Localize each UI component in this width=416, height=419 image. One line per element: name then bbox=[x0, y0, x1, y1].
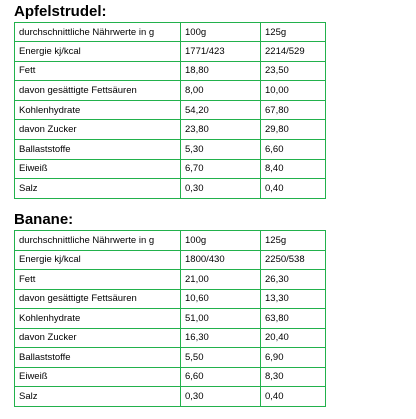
value-100g: 10,60 bbox=[181, 289, 261, 309]
value-100g: 6,60 bbox=[181, 367, 261, 387]
nutrient-label: Fett bbox=[15, 61, 181, 81]
header-cell-label: durchschnittliche Nährwerte in g bbox=[15, 23, 181, 42]
table-row bbox=[15, 270, 326, 290]
section-title-apfelstrudel: Apfelstrudel: bbox=[14, 3, 107, 20]
value-125g: 20,40 bbox=[261, 328, 326, 348]
table-row bbox=[15, 100, 326, 120]
nutrient-label: Kohlenhydrate bbox=[15, 309, 181, 329]
nutrient-label: Eiweiß bbox=[15, 367, 181, 387]
table-row bbox=[15, 81, 326, 101]
nutrient-label: Energie kj/kcal bbox=[15, 42, 181, 62]
value-125g: 0,40 bbox=[261, 387, 326, 407]
nutrition-table-banane bbox=[14, 230, 326, 407]
nutrient-label: Fett bbox=[15, 270, 181, 290]
header-cell-125g: 125g bbox=[261, 231, 326, 251]
table-row bbox=[15, 289, 326, 309]
table-row bbox=[15, 250, 326, 270]
nutrient-label: Kohlenhydrate bbox=[15, 100, 181, 120]
nutrient-label: Ballaststoffe bbox=[15, 348, 181, 368]
value-125g: 6,90 bbox=[261, 348, 326, 368]
header-cell-100g: 100g bbox=[181, 231, 261, 251]
nutrient-label: Eiweiß bbox=[15, 159, 181, 179]
nutrient-label: davon Zucker bbox=[15, 328, 181, 348]
value-125g: 0,40 bbox=[261, 179, 326, 199]
table-row bbox=[15, 42, 326, 62]
nutrient-label: davon Zucker bbox=[15, 120, 181, 140]
value-125g: 63,80 bbox=[261, 309, 326, 329]
nutrient-label: Salz bbox=[15, 387, 181, 407]
table-row bbox=[15, 159, 326, 179]
table-row bbox=[15, 348, 326, 368]
value-100g: 23,80 bbox=[181, 120, 261, 140]
value-125g: 2250/538 bbox=[261, 250, 326, 270]
value-100g: 21,00 bbox=[181, 270, 261, 290]
value-125g: 10,00 bbox=[261, 81, 326, 101]
value-125g: 67,80 bbox=[261, 100, 326, 120]
value-100g: 54,20 bbox=[181, 100, 261, 120]
table-row bbox=[15, 309, 326, 329]
value-125g: 23,50 bbox=[261, 61, 326, 81]
value-100g: 8,00 bbox=[181, 81, 261, 101]
header-cell-label: durchschnittliche Nährwerte in g bbox=[15, 231, 181, 251]
nutrient-label: davon gesättigte Fettsäuren bbox=[15, 289, 181, 309]
value-100g: 1800/430 bbox=[181, 250, 261, 270]
table-row bbox=[15, 61, 326, 81]
table-row bbox=[15, 179, 326, 199]
value-125g: 26,30 bbox=[261, 270, 326, 290]
value-125g: 2214/529 bbox=[261, 42, 326, 62]
section-title-banane: Banane: bbox=[14, 211, 74, 228]
value-100g: 0,30 bbox=[181, 387, 261, 407]
table-header-row bbox=[15, 23, 326, 42]
value-100g: 1771/423 bbox=[181, 42, 261, 62]
header-cell-100g: 100g bbox=[181, 23, 261, 42]
value-125g: 13,30 bbox=[261, 289, 326, 309]
value-100g: 5,50 bbox=[181, 348, 261, 368]
table-row bbox=[15, 120, 326, 140]
value-125g: 8,30 bbox=[261, 367, 326, 387]
value-100g: 6,70 bbox=[181, 159, 261, 179]
table-row bbox=[15, 367, 326, 387]
nutrition-table-apfelstrudel bbox=[14, 22, 326, 199]
nutrient-label: Ballaststoffe bbox=[15, 139, 181, 159]
value-125g: 6,60 bbox=[261, 139, 326, 159]
table-row bbox=[15, 139, 326, 159]
value-100g: 0,30 bbox=[181, 179, 261, 199]
table-header-row bbox=[15, 231, 326, 251]
value-100g: 5,30 bbox=[181, 139, 261, 159]
table-row bbox=[15, 328, 326, 348]
value-100g: 18,80 bbox=[181, 61, 261, 81]
table-row bbox=[15, 387, 326, 407]
value-100g: 16,30 bbox=[181, 328, 261, 348]
value-125g: 29,80 bbox=[261, 120, 326, 140]
value-125g: 8,40 bbox=[261, 159, 326, 179]
header-cell-125g: 125g bbox=[261, 23, 326, 42]
nutrient-label: davon gesättigte Fettsäuren bbox=[15, 81, 181, 101]
value-100g: 51,00 bbox=[181, 309, 261, 329]
nutrient-label: Energie kj/kcal bbox=[15, 250, 181, 270]
nutrient-label: Salz bbox=[15, 179, 181, 199]
